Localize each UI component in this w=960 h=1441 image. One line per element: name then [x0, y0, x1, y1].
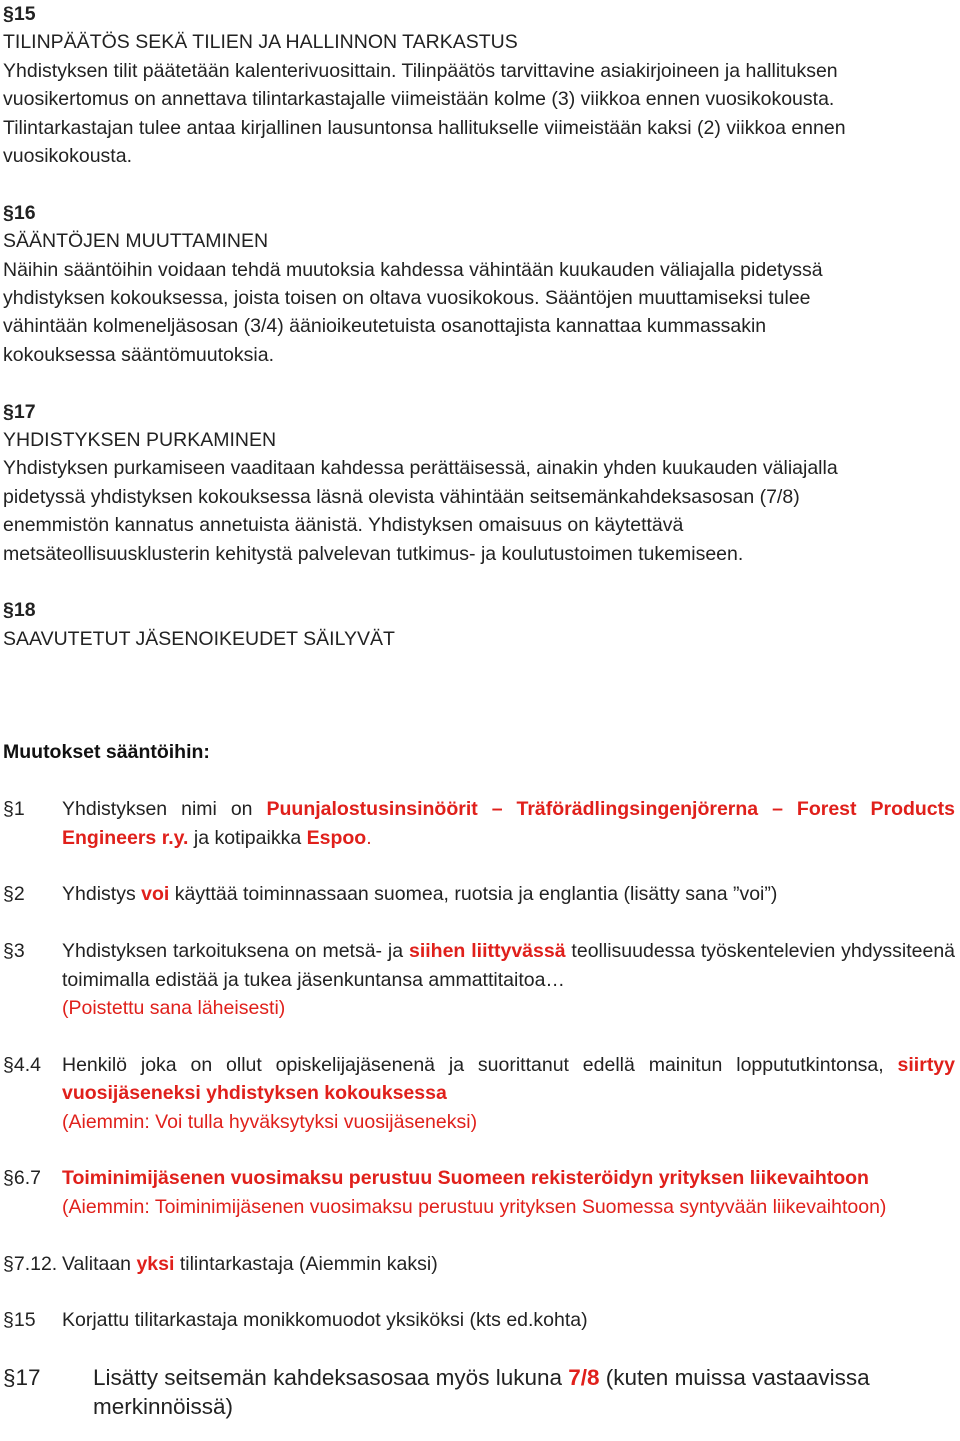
change-highlight: yksi	[136, 1252, 175, 1275]
change-item-5	[3, 1164, 955, 1221]
change-text	[62, 1051, 955, 1136]
spacer	[3, 1022, 955, 1050]
change-text-part: Yhdistys	[62, 883, 142, 906]
change-note: (Poistettu sana läheisesti)	[62, 996, 286, 1019]
section-number: §16	[3, 201, 36, 224]
paragraph-line: vuosikokousta.	[3, 145, 132, 168]
change-number: §2	[3, 883, 25, 906]
change-text	[62, 937, 955, 1022]
change-highlight: voi	[141, 883, 170, 906]
change-item-2	[3, 880, 955, 908]
change-highlight: siirtyy vuosijäseneksi yhdistyksen kokouksessa	[62, 1053, 955, 1105]
change-text-part: Lisätty seitsemän kahdeksasosaa myös lukuna	[93, 1365, 569, 1391]
change-text	[93, 1363, 955, 1421]
change-text-part: käyttää toiminnassaan suomea, ruotsia ja englantia (lisätty sana ”voi”)	[169, 883, 778, 906]
change-text	[62, 1164, 955, 1221]
change-text-part: tilintarkastaja (Aiemmin kaksi)	[174, 1252, 438, 1275]
section-heading: YHDISTYKSEN PURKAMINEN	[3, 429, 277, 452]
document-page	[3, 0, 955, 1421]
section-heading: TILINPÄÄTÖS SEKÄ TILIEN JA HALLINNON TARKASTUS	[3, 31, 518, 54]
change-highlight: Espoo	[306, 826, 367, 849]
paragraph-line: Näihin sääntöihin voidaan tehdä muutoksia kahdessa vähintään kuukauden väliajalla pidetyssä	[3, 258, 823, 281]
change-item-7	[3, 1306, 955, 1334]
change-text-part: Yhdistyksen nimi on	[62, 798, 267, 821]
spacer	[3, 568, 955, 596]
paragraph-line: Tilintarkastajan tulee antaa kirjallinen lausuntonsa hallitukselle viimeistään kaksi (2) viikkoa ennen	[3, 116, 846, 139]
section-heading: SAAVUTETUT JÄSENOIKEUDET SÄILYVÄT	[3, 627, 395, 650]
change-text	[62, 795, 955, 852]
change-item-8	[3, 1363, 955, 1421]
change-number: §15	[3, 1309, 36, 1332]
spacer	[3, 909, 955, 937]
change-text-part: Korjattu tilitarkastaja monikkomuodot yksiköksi (kts ed.kohta)	[62, 1309, 588, 1332]
spacer	[3, 653, 955, 738]
spacer	[3, 1335, 955, 1363]
change-text-part: (kuten muissa vastaavissa merkinnöissä)	[93, 1365, 870, 1420]
paragraph-line: Yhdistyksen tilit päätetään kalenterivuosittain. Tilinpäätös tarvittavine asiakirjoineen ja hallituksen	[3, 59, 838, 82]
spacer	[3, 1136, 955, 1164]
change-number: §4.4	[3, 1053, 41, 1076]
change-text-part: Valitaan	[62, 1252, 137, 1275]
change-text-part: ja kotipaikka	[188, 826, 307, 849]
change-number: §1	[3, 798, 25, 821]
change-note: (Aiemmin: Toiminimijäsenen vuosimaksu perustuu yrityksen Suomessa syntyvään liikevaihtoon)	[62, 1195, 887, 1218]
change-item-4	[3, 1051, 955, 1136]
section-18	[3, 596, 955, 653]
change-highlight: Puunjalostusinsinöörit – Träförädlingsingenjörerna – Forest Products Engineers r.y.	[62, 798, 955, 849]
change-number: §7.12.	[3, 1252, 58, 1275]
change-text	[62, 1250, 955, 1278]
section-17	[3, 398, 955, 568]
paragraph-line: metsäteollisuusklusterin kehitystä palvelevan tutkimus- ja koulutustoimen tukemiseen.	[3, 542, 744, 565]
change-item-3	[3, 937, 955, 1022]
change-text	[62, 880, 955, 908]
spacer	[3, 852, 955, 880]
change-highlight: siihen liittyvässä	[409, 940, 566, 963]
changes-title: Muutokset sääntöihin:	[3, 741, 210, 764]
paragraph-line: vuosikertomus on annettava tilintarkastajalle viimeistään kolme (3) viikkoa ennen vuosikokousta.	[3, 88, 835, 111]
paragraph-line: kokouksessa sääntömuutoksia.	[3, 343, 274, 366]
change-note: (Aiemmin: Voi tulla hyväksytyksi vuosijäseneksi)	[62, 1110, 478, 1133]
paragraph-line: enemmistön kannatus annetuista äänistä. Yhdistyksen omaisuus on käytettävä	[3, 514, 684, 537]
paragraph-line: Yhdistyksen purkamiseen vaaditaan kahdessa perättäisessä, ainakin yhden kuukauden väliajalla	[3, 457, 838, 480]
change-highlight: Toiminimijäsenen vuosimaksu perustuu Suomeen rekisteröidyn yrityksen liikevaihtoon	[62, 1167, 869, 1190]
section-heading: SÄÄNTÖJEN MUUTTAMINEN	[3, 230, 269, 253]
paragraph-line: vähintään kolmeneljäsosan (3/4) äänioikeutetuista osanottajista kannattaa kummassakin	[3, 315, 767, 338]
paragraph-line: yhdistyksen kokouksessa, joista toisen on oltava vuosikokous. Sääntöjen muuttamiseksi tulee	[3, 287, 811, 310]
spacer	[3, 369, 955, 397]
change-number: §17	[3, 1365, 41, 1391]
change-text-part: Yhdistyksen tarkoituksena on metsä- ja	[62, 940, 409, 963]
section-number: §18	[3, 599, 36, 622]
section-number: §17	[3, 400, 36, 423]
change-text-part: teollisuudessa työskentelevien yhdyssiteenä toimimalla edistää ja tukea jäsenkuntansa ammattitaitoa…	[62, 940, 956, 991]
spacer	[3, 170, 955, 198]
spacer	[3, 1221, 955, 1249]
change-text-part: .	[366, 826, 372, 849]
change-text	[62, 1306, 955, 1334]
change-item-1	[3, 795, 955, 852]
change-highlight: 7/8	[568, 1365, 600, 1391]
change-item-6	[3, 1250, 955, 1278]
section-15	[3, 0, 955, 170]
change-text-part: Henkilö joka on ollut opiskelijajäsenenä ja suorittanut edellä mainitun loppututkintonsa,	[62, 1053, 898, 1076]
section-number: §15	[3, 3, 36, 25]
change-number: §6.7	[3, 1167, 41, 1190]
section-16	[3, 199, 955, 369]
paragraph-line: pidetyssä yhdistyksen kokouksessa läsnä olevista vähintään seitsemänkahdeksasosan (7/8)	[3, 485, 800, 508]
spacer	[3, 1278, 955, 1306]
change-number: §3	[3, 940, 25, 963]
spacer	[3, 767, 955, 795]
